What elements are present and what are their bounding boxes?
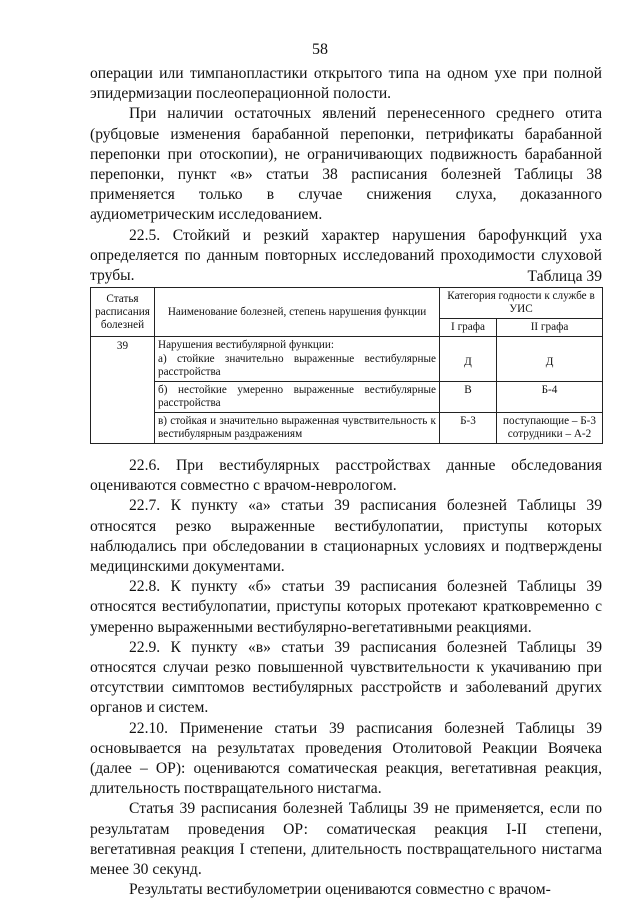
row-b-g2: Б-4: [497, 382, 603, 413]
paragraph: 22.5. Стойкий и резкий характер нарушения барофункций уха определяется по данным повторных исследований проходимости слуховой трубы.: [90, 226, 602, 285]
header-article: Статья расписания болезней: [91, 288, 155, 337]
header-category: Категория годности к службе в УИС: [440, 288, 603, 319]
page-number: 58: [312, 41, 328, 58]
table-row: [91, 337, 603, 382]
paragraph: Результаты вестибулометрии оцениваются совместно с врачом-: [129, 881, 551, 899]
article-number: 39: [91, 337, 155, 444]
disease-table: [90, 287, 603, 444]
paragraph: операции или тимпанопластики открытого типа на одном ухе при полной эпидермизации послеоперационной полости.: [90, 65, 602, 103]
paragraph: 22.10. Применение статьи 39 расписания болезней Таблицы 39 основывается на результатах проведения Отолитовой Реакции Воячека (далее – ОР): оцениваются соматическая реакция, вегетативная реакция, длительность поствращательного нистагма.: [90, 719, 602, 798]
paragraph: 22.9. К пункту «в» статьи 39 расписания болезней Таблицы 39 относятся случаи резко повышенной чувствительности к укачиванию при отсутствии симптомов вестибулярных расстройств и заболеваний других органов и систем.: [90, 638, 602, 717]
row-b-g1: В: [440, 382, 497, 413]
table-row: [91, 413, 603, 444]
header-diseases: Наименование болезней, степень нарушения функции: [155, 288, 440, 337]
paragraph: 22.6. При вестибулярных расстройствах данные обследования оцениваются совместно с врачом-неврологом.: [90, 457, 602, 495]
table-caption: Таблица 39: [527, 268, 602, 285]
header-col2: II графа: [497, 319, 603, 337]
row-c-g1: Б-3: [440, 413, 497, 444]
cell-value: Д: [545, 356, 554, 368]
table-header-row: [91, 288, 603, 319]
row-c-g2-employees: сотрудники – А-2: [507, 428, 592, 440]
cell-value: Д: [464, 356, 472, 368]
row-text: [155, 337, 440, 382]
row-a-g1: [440, 337, 497, 382]
row-c-g2-applicants: поступающие – Б-3: [503, 415, 596, 427]
row-intro: Нарушения вестибулярной функции:: [158, 339, 334, 351]
paragraph: Статья 39 расписания болезней Таблицы 39 не применяется, если по результатам проведения ОР: соматическая реакция I-II степени, вегетативная реакция I степени, длительность поствращательного нистагма менее 30 секунд.: [90, 800, 602, 879]
paragraph: 22.8. К пункту «б» статьи 39 расписания болезней Таблицы 39 относятся вестибулопатии, приступы которых протекают кратковременно с умеренно выраженными вестибулярно-вегетативными реакциями.: [90, 578, 602, 636]
paragraph: При наличии остаточных явлений перенесенного среднего отита (рубцовые изменения барабанной перепонки, петрификаты барабанной перепонки при отоскопии), не ограничивающих подвижность барабанной перепонки, пункт «в» статьи 38 расписания болезней Таблицы 38 применяется только в случае снижения слуха, доказанного аудиометрическим исследованием.: [90, 105, 602, 224]
row-c-text: в) стойкая и значительно выраженная чувствительность к вестибулярным раздражениям: [155, 413, 440, 444]
table-row: [91, 382, 603, 413]
row-a-g2: [497, 337, 603, 382]
row-c-g2: [497, 413, 603, 444]
row-b-text: б) нестойкие умеренно выраженные вестибулярные расстройства: [155, 382, 440, 413]
text-block-top: [90, 64, 602, 286]
header-col1: I графа: [440, 319, 497, 337]
paragraph: 22.7. К пункту «а» статьи 39 расписания болезней Таблицы 39 относятся резко выраженные вестибулопатии, приступы которых наблюдались при обследовании в стационарных условиях и подтверждены медицинскими документами.: [90, 497, 602, 576]
text-block-bottom: [90, 456, 602, 900]
row-a-text: а) стойкие значительно выраженные вестибулярные расстройства: [158, 353, 436, 378]
